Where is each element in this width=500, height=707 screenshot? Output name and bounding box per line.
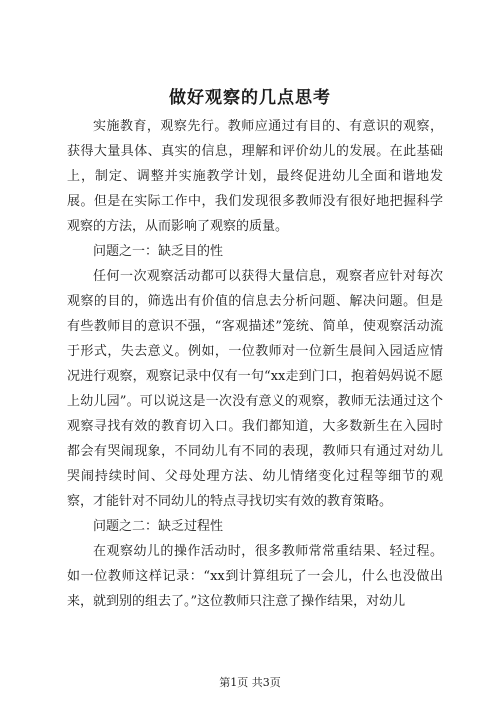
section-1-paragraph: 任何一次观察活动都可以获得大量信息，观察者应针对每次观察的目的，筛选出有价值的信息去分析问题、解决问题。但是有些教师目的意识不强，“客观描述”笼统、简单，使观察活动流于形式，失去意义。例如，一位教师对一位新生晨间入园适应情况进行观察，观察记录中仅有一句“xx走到门口，抱着妈妈说不愿上幼儿园”。可以说这是一次没有意义的观察，教师无法通过这个观察寻找有效的教育切入口。我们都知道，大多数新生在入园时都会有哭闹现象，不同幼儿有不同的表现，教师只有通过对幼儿哭闹持续时间、父母处理方法、幼儿情绪变化过程等细节的观察，才能针对不同幼儿的特点寻找切实有效的教育策略。 <box>67 269 443 509</box>
page-number-footer: 第1页 共3页 <box>219 676 281 689</box>
intro-paragraph: 实施教育，观察先行。教师应通过有目的、有意识的观察，获得大量具体、真实的信息，理解和评价幼儿的发展。在此基础上，制定、调整并实施教学计划，最终促进幼儿全面和谐地发展。但是在实际工作中，我们发现很多教师没有很好地把握科学观察的方法，从而影响了观察的质量。 <box>67 119 443 234</box>
section-1-heading: 问题之一：缺乏目的性 <box>93 244 224 259</box>
document-body <box>67 114 443 614</box>
document-title: 做好观察的几点思考 <box>169 88 331 108</box>
section-2-heading: 问题之二：缺乏过程性 <box>93 519 224 534</box>
section-2-paragraph: 在观察幼儿的操作活动时，很多教师常常重结果、轻过程。如一位教师这样记录：“xx到计算组玩了一会儿，什么也没做出来，就到别的组去了。”这位教师只注意了操作结果，对幼儿 <box>67 544 443 609</box>
